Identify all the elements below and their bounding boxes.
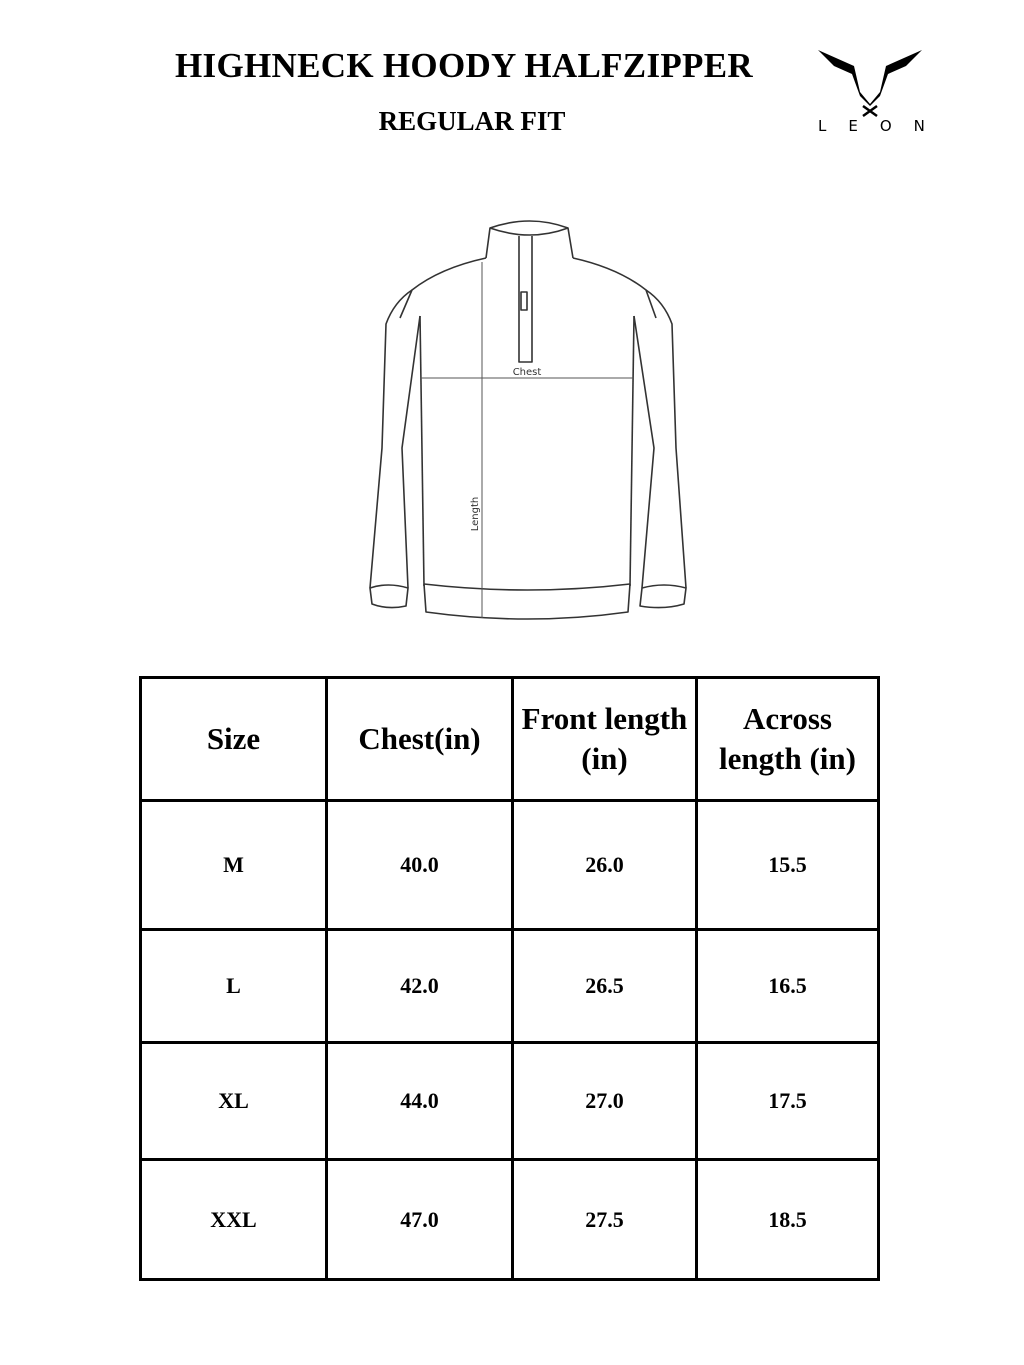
table-row [141,1160,879,1280]
size-cell: M [141,801,327,930]
table-row [141,1043,879,1160]
header-chest: Chest(in) [327,678,513,801]
length-measure-label: Length [470,496,481,532]
header-across-length: Across length (in) [697,678,879,801]
size-chart-table [139,676,880,1281]
table-row [141,930,879,1043]
across-length-cell: 18.5 [697,1160,879,1280]
header-size: Size [141,678,327,801]
front-length-cell: 26.0 [513,801,697,930]
chest-cell: 42.0 [327,930,513,1043]
chest-cell: 47.0 [327,1160,513,1280]
brand-wordmark: LEON [818,117,947,135]
chest-cell: 44.0 [327,1043,513,1160]
fit-subtitle: REGULAR FIT [378,106,566,136]
size-cell: XL [141,1043,327,1160]
front-length-cell: 27.5 [513,1160,697,1280]
front-length-cell: 26.5 [513,930,697,1043]
table-row [141,801,879,930]
size-cell: L [141,930,327,1043]
header-front-length: Front length (in) [513,678,697,801]
across-length-cell: 16.5 [697,930,879,1043]
across-length-cell: 17.5 [697,1043,879,1160]
chest-cell: 40.0 [327,801,513,930]
across-length-cell: 15.5 [697,801,879,930]
chest-measure-label: Chest [512,367,542,378]
size-cell: XXL [141,1160,327,1280]
front-length-cell: 27.0 [513,1043,697,1160]
page-title: HIGHNECK HOODY HALFZIPPER [175,46,753,85]
table-header-row [141,678,879,801]
hoody-sketch-diagram [290,208,730,640]
